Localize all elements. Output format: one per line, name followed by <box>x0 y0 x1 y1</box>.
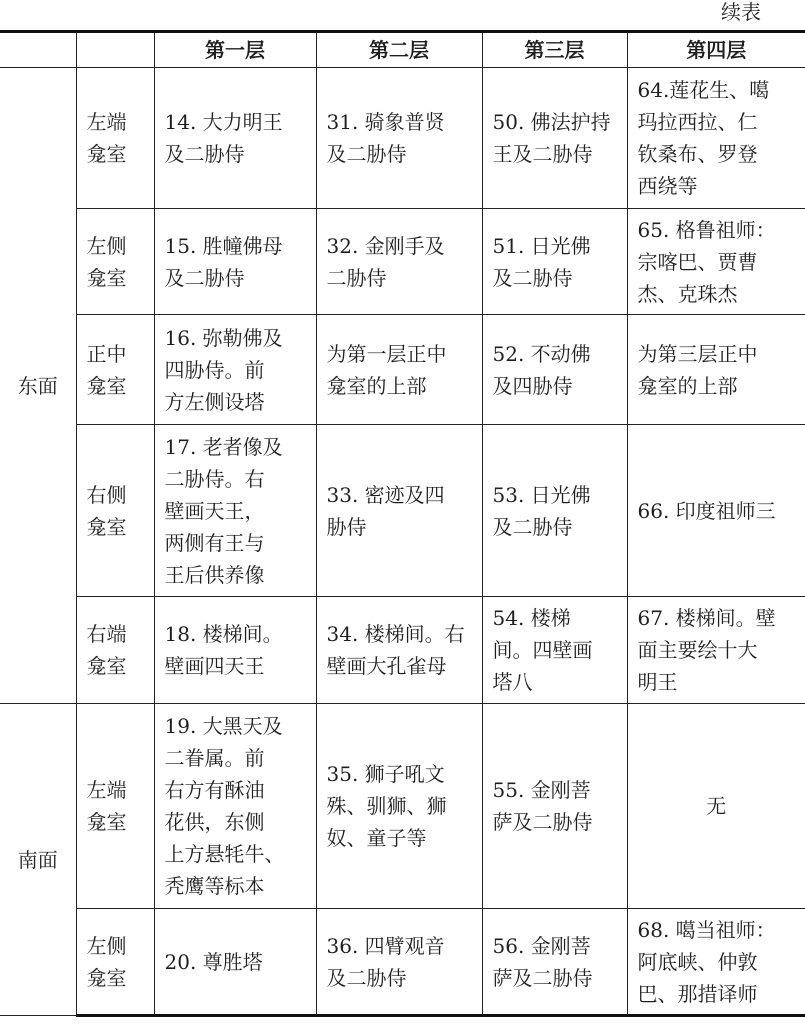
level-1-cell: 15. 胜幢佛母 及二胁侍 <box>154 209 316 315</box>
level-3-cell: 53. 日光佛 及二胁侍 <box>482 425 627 597</box>
level-1-cell: 18. 楼梯间。 壁画四天王 <box>154 597 316 704</box>
header-level-1: 第一层 <box>154 32 316 68</box>
level-3-cell: 50. 佛法护持 王及二胁侍 <box>482 68 627 209</box>
level-1-cell: 20. 尊胜塔 <box>154 909 316 1016</box>
table-row <box>0 425 805 597</box>
level-1-cell: 16. 弥勒佛及 四胁侍。前 方左侧设塔 <box>154 315 316 425</box>
room-cell: 左端 龛室 <box>76 68 154 209</box>
table-row <box>0 209 805 315</box>
table-caption: 续表 <box>721 0 761 24</box>
level-4-cell: 64.莲花生、噶 玛拉西拉、仁 钦桑布、罗登 西绕等 <box>627 68 805 209</box>
table-row <box>0 68 805 209</box>
table-row <box>0 597 805 704</box>
table-row <box>0 315 805 425</box>
level-2-cell: 为第一层正中 龛室的上部 <box>316 315 482 425</box>
room-cell: 右端 龛室 <box>76 597 154 704</box>
room-cell: 右侧 龛室 <box>76 425 154 597</box>
room-cell: 左侧 龛室 <box>76 209 154 315</box>
level-3-cell: 51. 日光佛 及二胁侍 <box>482 209 627 315</box>
room-cell: 正中 龛室 <box>76 315 154 425</box>
level-1-cell: 19. 大黑天及 二眷属。前 右方有酥油 花供，东侧 上方悬牦牛、 秃鹰等标本 <box>154 704 316 909</box>
header-room <box>76 32 154 68</box>
header-row <box>0 32 805 68</box>
level-3-cell: 56. 金刚菩 萨及二胁侍 <box>482 909 627 1016</box>
level-3-cell: 55. 金刚菩 萨及二胁侍 <box>482 704 627 909</box>
level-4-cell: 67. 楼梯间。壁 面主要绘十大 明王 <box>627 597 805 704</box>
level-4-cell: 66. 印度祖师三 <box>627 425 805 597</box>
room-cell: 左侧 龛室 <box>76 909 154 1016</box>
level-2-cell: 35. 狮子吼文 殊、驯狮、狮 奴、童子等 <box>316 704 482 909</box>
table-row <box>0 704 805 909</box>
room-cell: 左端 龛室 <box>76 704 154 909</box>
level-4-cell: 无 <box>627 704 805 909</box>
mural-niche-table <box>0 30 805 1017</box>
level-2-cell: 31. 骑象普贤 及二胁侍 <box>316 68 482 209</box>
header-side <box>0 32 76 68</box>
level-2-cell: 34. 楼梯间。右 壁画大孔雀母 <box>316 597 482 704</box>
level-4-cell: 65. 格鲁祖师： 宗喀巴、贾曹 杰、克珠杰 <box>627 209 805 315</box>
header-level-3: 第三层 <box>482 32 627 68</box>
level-2-cell: 36. 四臂观音 及二胁侍 <box>316 909 482 1016</box>
level-1-cell: 17. 老者像及 二胁侍。右 壁画天王， 两侧有王与 王后供养像 <box>154 425 316 597</box>
level-2-cell: 32. 金刚手及 二胁侍 <box>316 209 482 315</box>
level-4-cell: 为第三层正中 龛室的上部 <box>627 315 805 425</box>
level-4-cell: 68. 噶当祖师： 阿底峡、仲敦 巴、那措译师 <box>627 909 805 1016</box>
table-row <box>0 909 805 1016</box>
level-1-cell: 14. 大力明王 及二胁侍 <box>154 68 316 209</box>
level-2-cell: 33. 密迹及四 胁侍 <box>316 425 482 597</box>
side-label-east: 东面 <box>0 68 76 704</box>
header-level-4: 第四层 <box>627 32 805 68</box>
level-3-cell: 54. 楼梯 间。四壁画 塔八 <box>482 597 627 704</box>
level-3-cell: 52. 不动佛 及四胁侍 <box>482 315 627 425</box>
side-label-south: 南面 <box>0 704 76 1016</box>
header-level-2: 第二层 <box>316 32 482 68</box>
